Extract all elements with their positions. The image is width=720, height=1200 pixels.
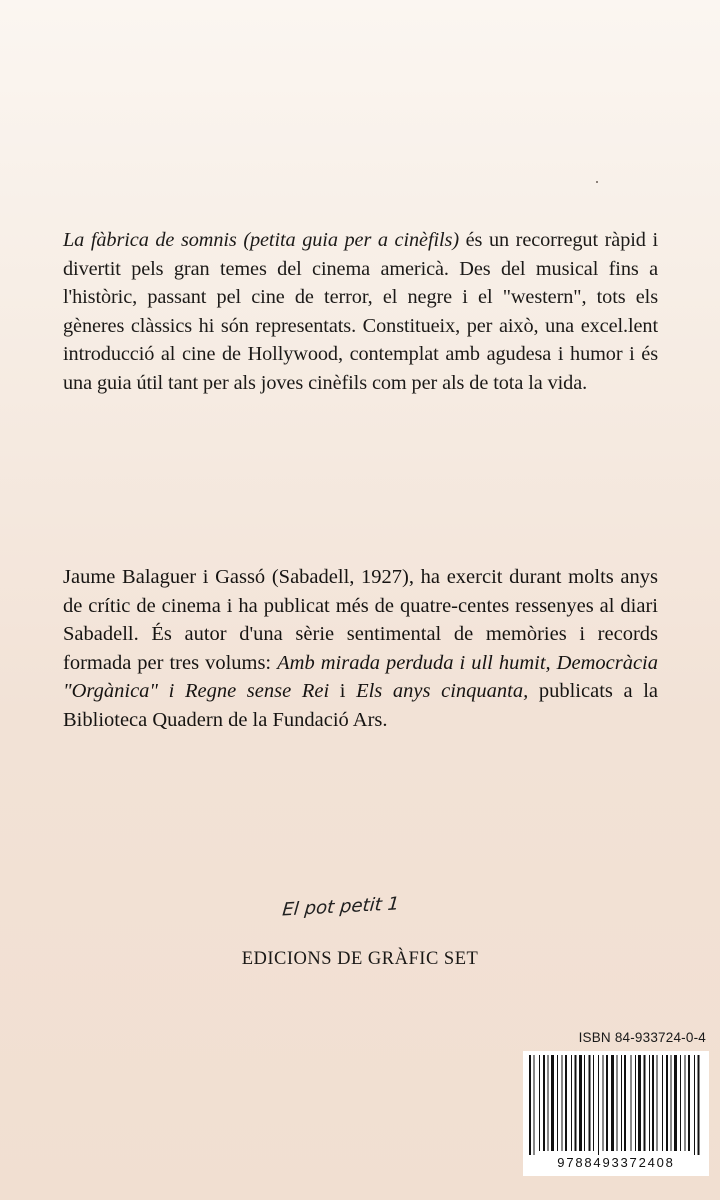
barcode-bar bbox=[631, 1055, 632, 1151]
paper-speck bbox=[596, 181, 598, 183]
barcode-bar bbox=[598, 1055, 599, 1155]
barcode-bar bbox=[674, 1055, 677, 1151]
barcode-bar bbox=[551, 1055, 554, 1151]
barcode-bar bbox=[557, 1055, 558, 1151]
barcode-bar bbox=[621, 1055, 622, 1151]
barcode-bars bbox=[527, 1055, 705, 1155]
series-handwritten-note: El pot petit 1 bbox=[281, 893, 401, 921]
author-bio-text-end: publicats a la Biblioteca Quadern de la Fundació Ars. bbox=[63, 680, 659, 731]
barcode-bar bbox=[698, 1055, 700, 1155]
separator: i bbox=[329, 680, 357, 702]
blurb-paragraph bbox=[63, 226, 658, 397]
memoir-title-1: Amb mirada perduda i ull humit, bbox=[277, 651, 551, 674]
barcode-digits: 9788493372408 bbox=[557, 1155, 675, 1170]
memoir-title-2: Democràcia "Orgànica" i Regne sense Rei bbox=[63, 651, 659, 702]
book-title: La fàbrica de somnis (petita guia per a cinèfils) bbox=[63, 229, 459, 251]
barcode-bar bbox=[617, 1055, 618, 1151]
barcode-bar bbox=[543, 1055, 545, 1151]
barcode-bar bbox=[575, 1055, 577, 1151]
barcode-bar bbox=[562, 1055, 563, 1151]
barcode-bar bbox=[548, 1055, 549, 1151]
barcode-bar bbox=[680, 1055, 681, 1151]
barcode-bar bbox=[671, 1055, 672, 1151]
author-bio-text: Jaume Balaguer i Gassó (Sabadell, 1927), ha exercit durant molts anys de crític de cinema i ha publicat més de quatre-centes ressenyes al diari Sabadell. És autor d'una sèrie sentimental de memòries i records formada per tres volums: bbox=[63, 566, 658, 674]
barcode-bar bbox=[565, 1055, 567, 1151]
publisher-name: EDICIONS DE GRÀFIC SET bbox=[241, 949, 479, 969]
barcode-bar bbox=[685, 1055, 686, 1151]
barcode-bar bbox=[571, 1055, 572, 1151]
barcode-bar bbox=[593, 1055, 594, 1151]
barcode-bar bbox=[624, 1055, 626, 1151]
blurb-text: és un recorregut ràpid i divertit pels gran temes del cinema americà. Des del musical fins a l'històric, passant pel cine de terror, el negre i el "western", tots els gèneres clàssics hi són representats. Constitueix, per això, una excel.lent introducció al cine de Hollywood, contemplat amb agudesa i humor i és una guia útil tant per als joves cinèfils com per als de tota la vida. bbox=[63, 229, 658, 394]
barcode-bar bbox=[584, 1055, 585, 1151]
barcode-bar bbox=[529, 1055, 531, 1155]
barcode-bar bbox=[694, 1055, 695, 1155]
author-bio-paragraph bbox=[63, 563, 658, 734]
barcode-bar bbox=[606, 1055, 608, 1151]
barcode-bar bbox=[589, 1055, 591, 1151]
barcode-bar bbox=[688, 1055, 690, 1151]
barcode bbox=[523, 1051, 709, 1176]
barcode-bar bbox=[635, 1055, 636, 1151]
barcode-bar bbox=[579, 1055, 582, 1151]
barcode-bar bbox=[638, 1055, 641, 1151]
barcode-bar bbox=[644, 1055, 646, 1151]
barcode-bar bbox=[657, 1055, 658, 1151]
barcode-bar bbox=[649, 1055, 650, 1151]
barcode-bar bbox=[652, 1055, 654, 1151]
barcode-bar bbox=[666, 1055, 668, 1151]
memoir-title-3: Els anys cinquanta, bbox=[356, 680, 529, 702]
barcode-bar bbox=[539, 1055, 540, 1151]
barcode-bar bbox=[603, 1055, 604, 1151]
barcode-bar bbox=[534, 1055, 535, 1155]
isbn-label: ISBN 84-933724-0-4 bbox=[578, 1030, 706, 1045]
barcode-bar bbox=[662, 1055, 663, 1151]
barcode-bar bbox=[611, 1055, 614, 1151]
